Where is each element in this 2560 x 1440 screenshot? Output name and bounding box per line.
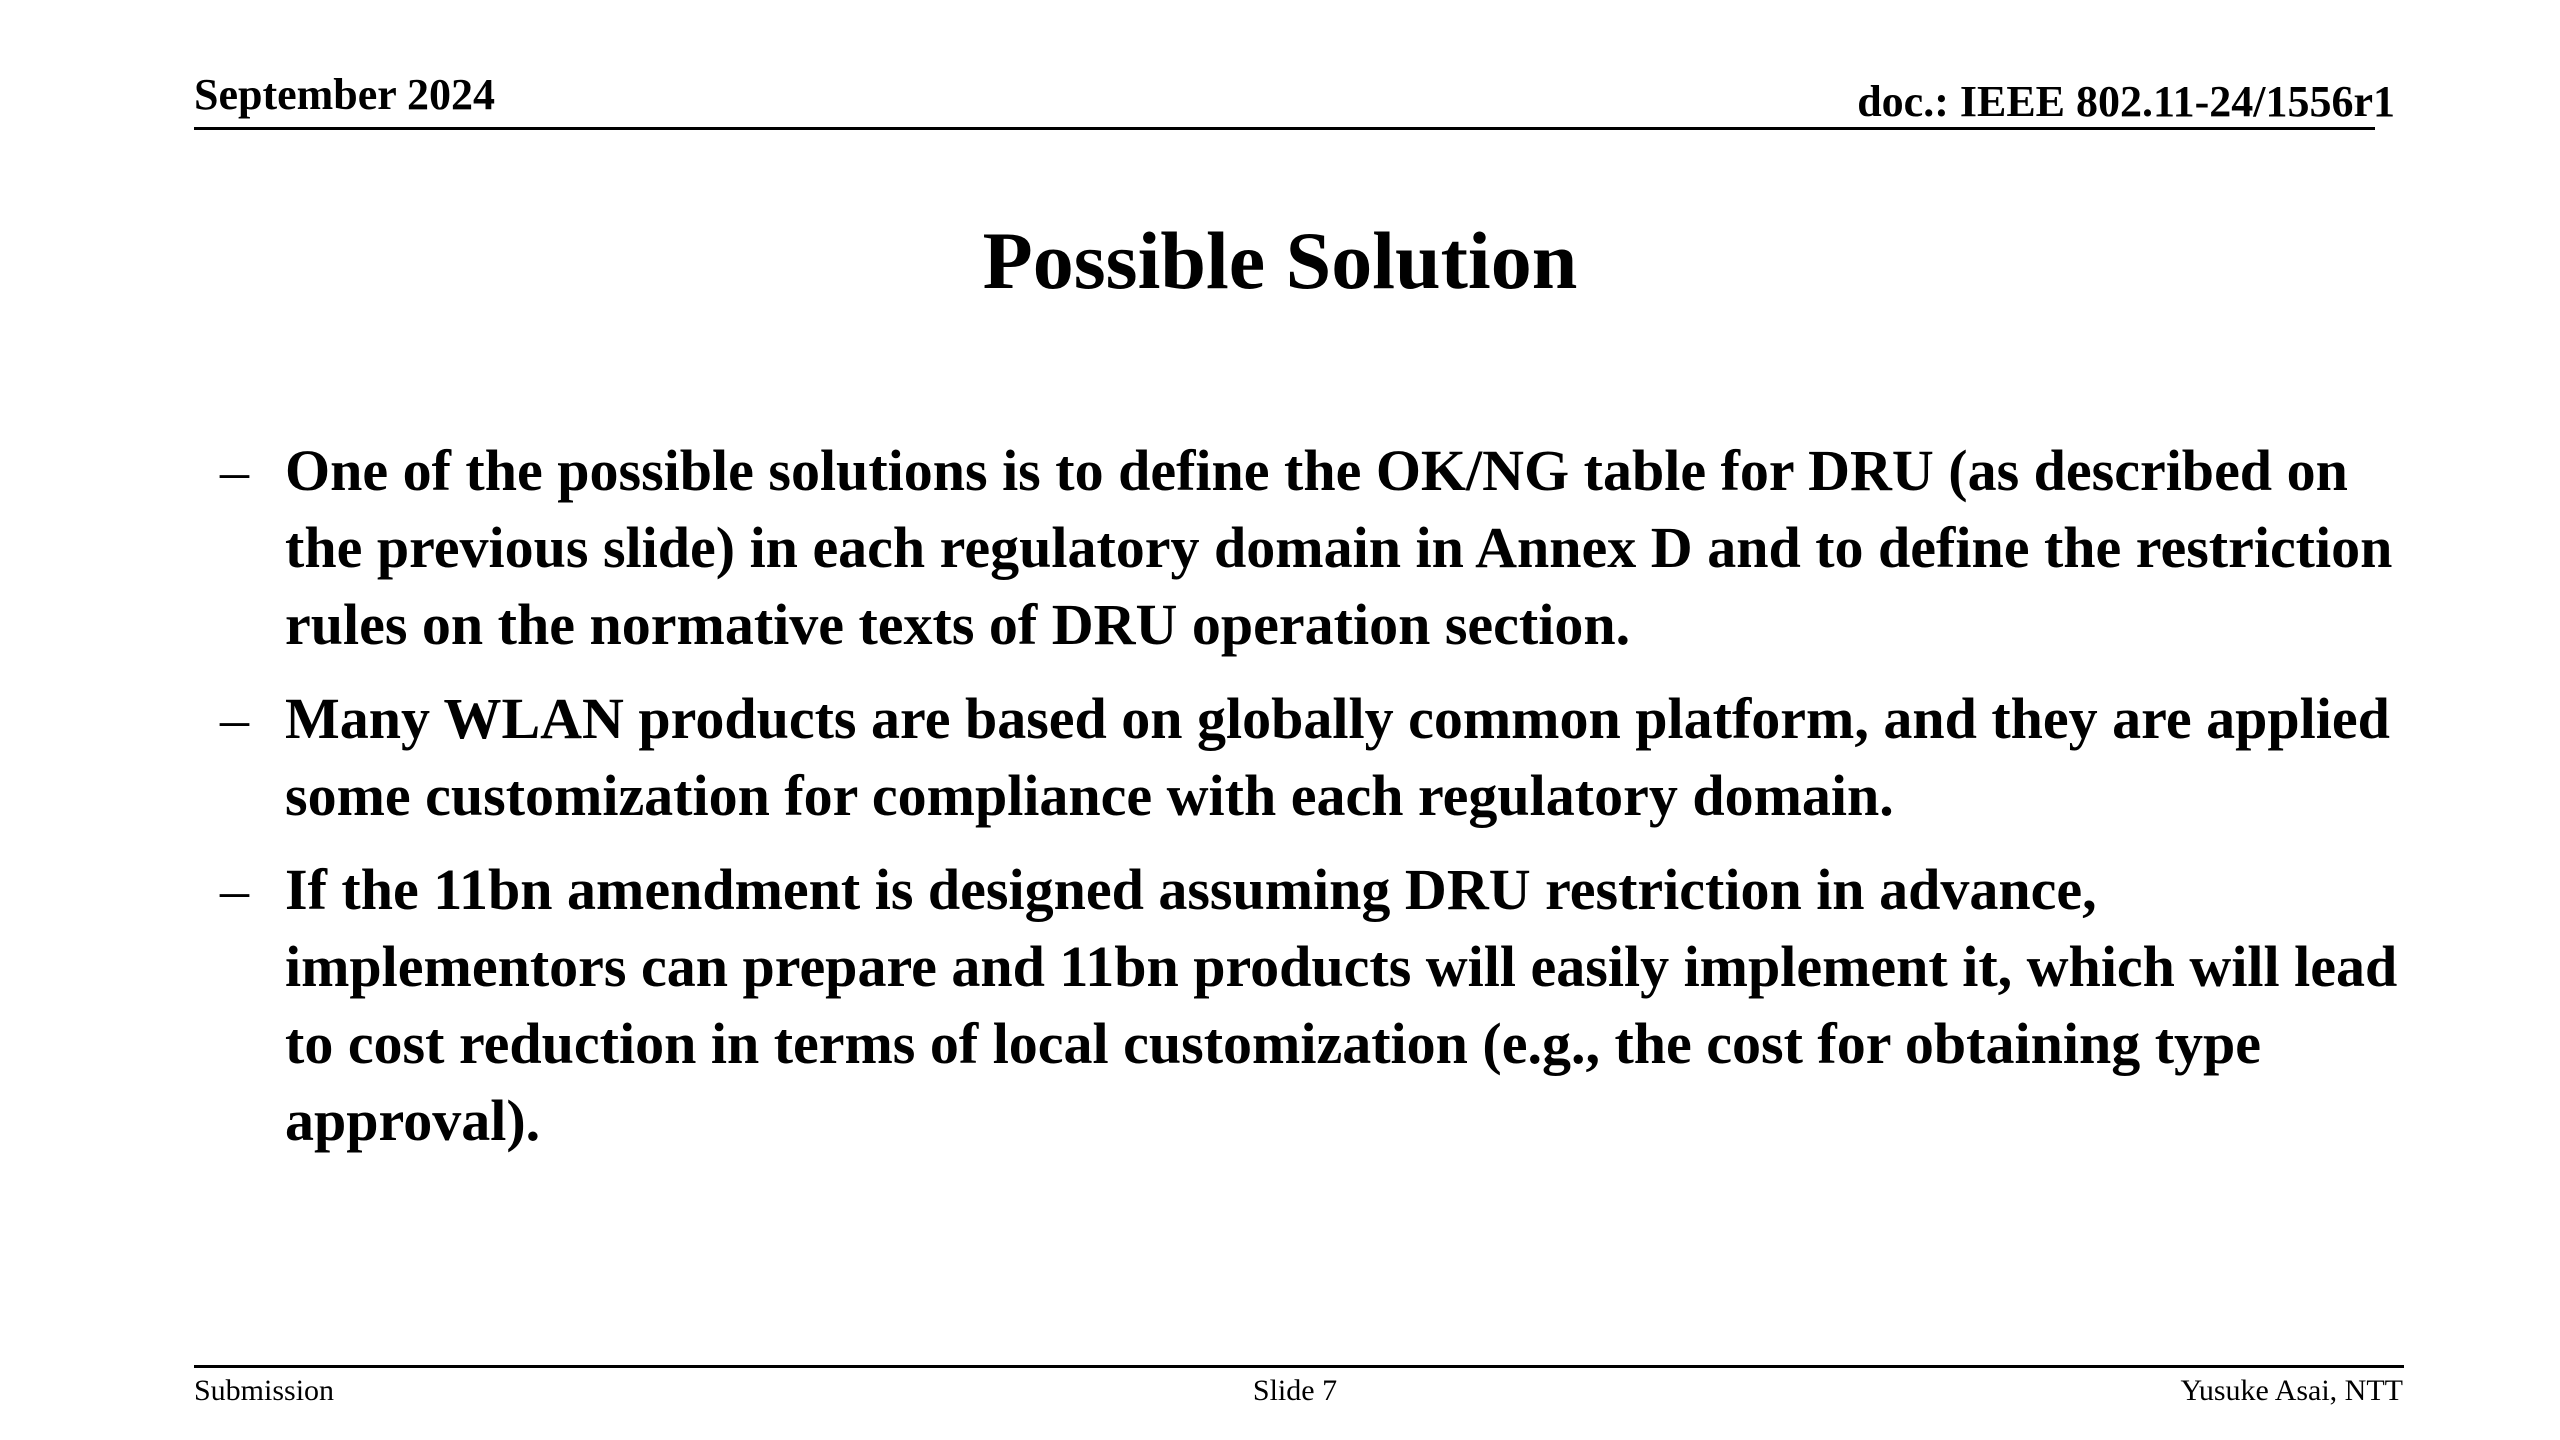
bullet-item: [220, 851, 2400, 1159]
bullet-marker: –: [220, 438, 249, 503]
bullet-item: [220, 680, 2400, 834]
bullet-marker: –: [220, 686, 249, 751]
bullet-list: [220, 432, 2400, 1176]
bullet-text: One of the possible solutions is to define the OK/NG table for DRU (as described on the previous slide) in each regulatory domain in Annex D and to define the restriction rules on the normative texts of DRU operation section.: [285, 438, 2393, 657]
slide-title: Possible Solution: [982, 215, 1578, 306]
footer-submission: Submission: [194, 1374, 335, 1407]
header-doc-id: doc.: IEEE 802.11-24/1556r1: [1857, 77, 2395, 126]
footer-slide-number: Slide 7: [1252, 1374, 1338, 1407]
footer-divider: [194, 1365, 2404, 1368]
bullet-text: Many WLAN products are based on globally common platform, and they are applied some customization for compliance with each regulatory domain.: [285, 686, 2390, 828]
header-divider: [194, 127, 2375, 130]
header-date: September 2024: [194, 70, 496, 119]
bullet-marker: –: [220, 857, 249, 922]
bullet-text: If the 11bn amendment is designed assuming DRU restriction in advance, implementors can prepare and 11bn products will easily implement it, which will lead to cost reduction in terms of local customization (e.g., the cost for obtaining type approval).: [285, 857, 2398, 1153]
footer-author: Yusuke Asai, NTT: [2180, 1374, 2403, 1407]
bullet-item: [220, 432, 2400, 663]
